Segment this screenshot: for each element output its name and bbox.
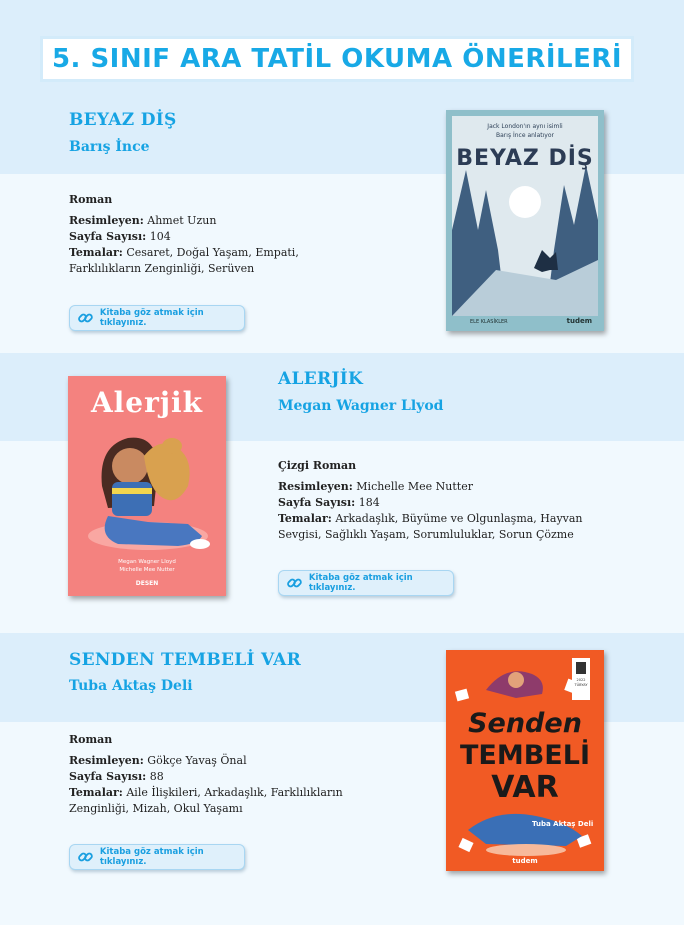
book-details xyxy=(69,192,329,277)
book-preview-link[interactable] xyxy=(278,570,454,596)
cover-publisher: DESEN xyxy=(135,580,159,587)
cover-credits xyxy=(68,558,226,574)
cover-title xyxy=(446,708,604,804)
book-details xyxy=(278,458,618,543)
book-preview-link[interactable] xyxy=(69,844,245,870)
illustrator-label: Resimleyen: xyxy=(69,214,144,227)
cover-illustration xyxy=(446,110,604,331)
link-chain-icon xyxy=(286,574,303,592)
pages-value: 88 xyxy=(149,770,164,783)
book-cover-senden-tembeli-var[interactable] xyxy=(446,650,604,871)
cover-publisher: tudem xyxy=(566,317,592,325)
cover-title-line-2: TEMBELİ xyxy=(459,740,590,771)
cover-title: Alerjik xyxy=(90,386,204,419)
cover-publisher: tudem xyxy=(512,857,538,865)
themes-value: Cesaret, Doğal Yaşam, Empati, Farklılıkların Zenginliği, Serüven xyxy=(69,246,299,275)
cover-credit-2: Michelle Mee Nutter xyxy=(119,567,175,573)
themes-label: Temalar: xyxy=(69,246,123,259)
link-text: Kitaba göz atmak için tıklayınız. xyxy=(308,573,413,593)
book-cover-alerjik[interactable] xyxy=(68,376,226,596)
book-title: BEYAZ DİŞ xyxy=(69,110,177,130)
book-title: SENDEN TEMBELİ VAR xyxy=(69,650,302,670)
cover-top-text xyxy=(446,122,604,140)
cover-top-line-1: Jack London'ın aynı isimli xyxy=(487,123,563,130)
cover-award-year: 2022 xyxy=(576,678,586,682)
cover-title: BEYAZ DİŞ xyxy=(456,146,594,171)
pages-label: Sayfa Sayısı: xyxy=(278,496,356,509)
illustrator-label: Resimleyen: xyxy=(278,480,353,493)
pages-value: 104 xyxy=(149,230,171,243)
illustrator-label: Resimleyen: xyxy=(69,754,144,767)
book-genre: Roman xyxy=(69,193,113,206)
link-chain-icon xyxy=(77,848,94,866)
illustrator-value: Gökçe Yavaş Önal xyxy=(147,754,247,767)
themes-label: Temalar: xyxy=(278,512,332,525)
illustrator-value: Ahmet Uzun xyxy=(147,214,217,227)
page-title: 5. SINIF ARA TATİL OKUMA ÖNERİLERİ xyxy=(51,44,623,74)
book-author: Barış İnce xyxy=(69,139,150,155)
book-title: ALERJİK xyxy=(278,369,364,389)
themes-value: Aile İlişkileri, Arkadaşlık, Farklılıkların Zenginliği, Mizah, Okul Yaşamı xyxy=(69,786,343,815)
book-cover-beyaz-dis[interactable] xyxy=(446,110,604,331)
pages-value: 184 xyxy=(358,496,380,509)
book-details xyxy=(69,732,399,817)
book-genre: Roman xyxy=(69,733,113,746)
link-text: Kitaba göz atmak için tıklayınız. xyxy=(99,847,204,867)
cover-title-line-3: VAR xyxy=(491,770,559,805)
cover-title-line-1: Senden xyxy=(468,708,582,739)
page-title-box xyxy=(40,36,634,82)
cover-series: ELE KLASİKLER xyxy=(470,319,508,325)
cover-award xyxy=(572,678,590,688)
book-preview-link[interactable] xyxy=(69,305,245,331)
pages-label: Sayfa Sayısı: xyxy=(69,770,147,783)
link-text: Kitaba göz atmak için tıklayınız. xyxy=(99,308,204,328)
book-genre: Çizgi Roman xyxy=(278,459,357,472)
book-author: Megan Wagner Llyod xyxy=(278,398,444,414)
illustrator-value: Michelle Mee Nutter xyxy=(356,480,473,493)
cover-credit-1: Megan Wagner Lloyd xyxy=(118,559,176,565)
pages-label: Sayfa Sayısı: xyxy=(69,230,147,243)
cover-author: Tuba Aktaş Deli xyxy=(532,820,594,828)
cover-top-line-2: Barış İnce anlatıyor xyxy=(496,132,554,139)
link-chain-icon xyxy=(77,309,94,327)
book-author: Tuba Aktaş Deli xyxy=(69,678,193,694)
cover-award-name: TÜBYAY xyxy=(574,683,588,687)
themes-value: Arkadaşlık, Büyüme ve Olgunlaşma, Hayvan Sevgisi, Sağlıklı Yaşam, Sorumluluklar, Sorun Çözme xyxy=(278,512,583,541)
themes-label: Temalar: xyxy=(69,786,123,799)
